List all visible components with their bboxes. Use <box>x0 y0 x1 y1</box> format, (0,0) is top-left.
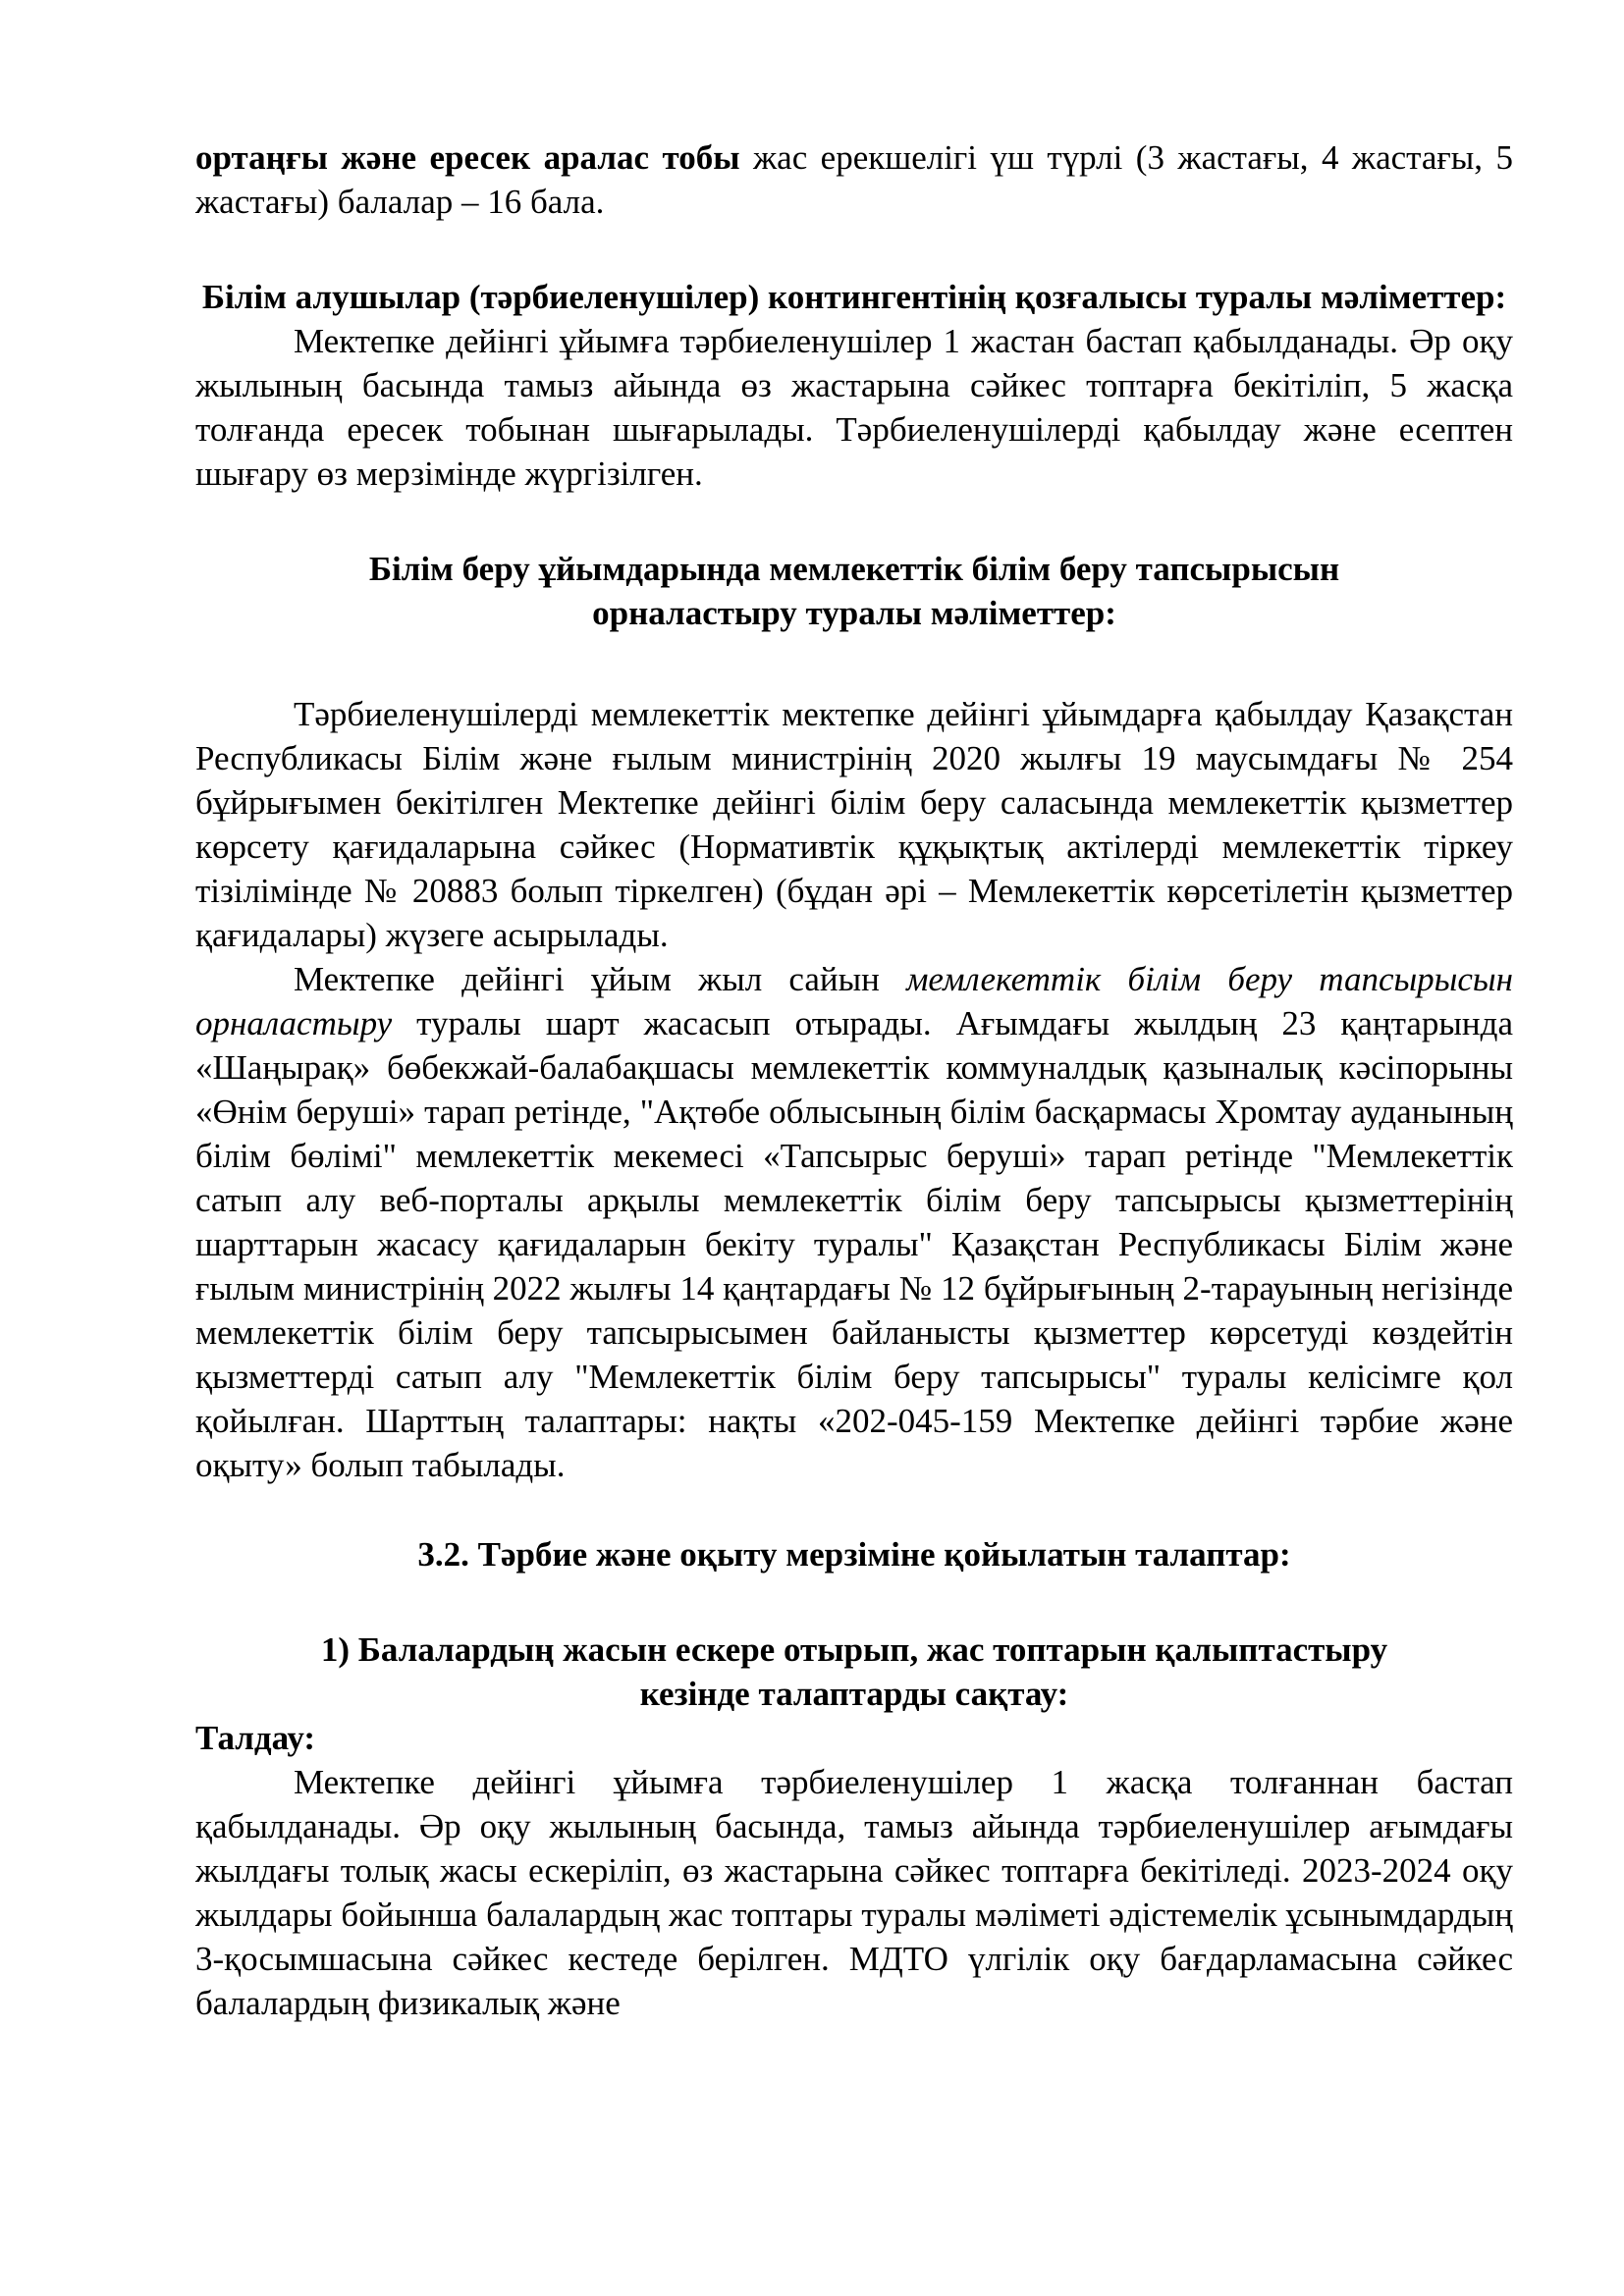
contingent-movement-heading: Білім алушылар (тәрбиеленушілер) контингентінің қозғалысы туралы мәліметтер: <box>201 278 1507 316</box>
contract-text-start: Мектепке дейінгі ұйым жыл сайын <box>294 960 907 998</box>
document-page <box>195 135 1513 2025</box>
state-order-heading <box>195 547 1513 635</box>
intro-text: жас ерекшелігі үш түрлі (3 жастағы, 4 жастағы, 5 жастағы) балалар – 16 бала. <box>195 138 1513 221</box>
state-order-heading-line1: Білім беру ұйымдарында мемлекеттік білім беру тапсырысын <box>368 550 1340 588</box>
state-order-heading-line2: орналастыру туралы мәліметтер: <box>592 594 1116 632</box>
contract-text-rest: туралы шарт жасасып отырады. Ағымдағы жылдың 23 қаңтарында «Шаңырақ» бөбекжай-балабақшасы мемлекеттік коммуналдық қазыналық кәсіпорыны «Өнім беруші» тарап ретінде, "Ақтөбе облысының білім басқармасы Хромтау ауданының білім бөлімі" мемлекеттік мекемесі «Тапсырыс беруші» тарап ретінде "Мемлекеттік сатып алу веб-порталы арқылы мемлекеттік білім беру тапсырысы қызметтерінің шарттарын жасасу қағидаларын бекіту туралы" Қазақстан Республикасы Білім және ғылым министрінің 2022 жылғы 14 қаңтардағы № 12 бұйрығының 2-тарауының негізінде мемлекеттік білім беру тапсырысымен байланысты қызметтер көрсетуді көздейтін қызметтерді сатып алу "Мемлекеттік білім беру тапсырысы" туралы келісімге қол қойылған. Шарттың талаптары: нақты «202-045-159 Мектепке дейінгі тәрбие және оқыту» болып табылады. <box>195 1004 1513 1484</box>
age-groups-subheading <box>195 1628 1513 1716</box>
analysis-paragraph: Мектепке дейінгі ұйымға тәрбиеленушілер 1 жасқа толғаннан бастап қабылданады. Әр оқу жылының басында, тамыз айында тәрбиеленушілер ағымдағы жылдағы толық жасы ескеріліп, өз жастарына сәйкес топтарға бекітіледі. 2023-2024 оқу жылдары бойынша балалардың жас топтары туралы мәліметі әдістемелік ұсынымдардың 3-қосымшасына сәйкес кестеде берілген. МДТО үлгілік оқу бағдарламасына сәйкес балалардың физикалық және <box>195 1763 1513 2022</box>
state-order-contract-paragraph <box>195 957 1513 1487</box>
age-groups-subheading-line2: кезінде талаптарды сақтау: <box>639 1675 1069 1713</box>
analysis-label: Талдау: <box>195 1719 316 1757</box>
intro-paragraph <box>195 135 1513 224</box>
group-name-bold: ортаңғы және ересек аралас тобы <box>195 138 740 177</box>
contract-text-italic: мемлекеттік білім беру тапсырысын орналастыру <box>195 960 1513 1042</box>
age-groups-subheading-line1: 1) Балалардың жасын ескере отырып, жас топтарын қалыптастыру <box>320 1630 1388 1669</box>
section-3-2-heading: 3.2. Тәрбие және оқыту мерзіміне қойылатын талаптар: <box>417 1535 1291 1574</box>
contingent-movement-paragraph: Мектепке дейінгі ұйымға тәрбиеленушілер 1 жастан бастап қабылданады. Әр оқу жылының басында тамыз айында өз жастарына сәйкес топтарға бекітіліп, 5 жасқа толғанда ересек тобынан шығарылады. Тәрбиеленушілерді қабылдау және есептен шығару өз мерзімінде жүргізілген. <box>195 322 1513 493</box>
admission-rules-paragraph: Тәрбиеленушілерді мемлекеттік мектепке дейінгі ұйымдарға қабылдау Қазақстан Республикасы Білім және ғылым министрінің 2020 жылғы 19 маусымдағы № 254 бұйрығымен бекітілген Мектепке дейінгі білім беру саласында мемлекеттік қызметтер көрсету қағидаларына сәйкес (Нормативтік құқықтық актілерді мемлекеттік тіркеу тізілімінде № 20883 болып тіркелген) (бұдан әрі – Мемлекеттік көрсетілетін қызметтер қағидалары) жүзеге асырылады. <box>195 695 1513 954</box>
